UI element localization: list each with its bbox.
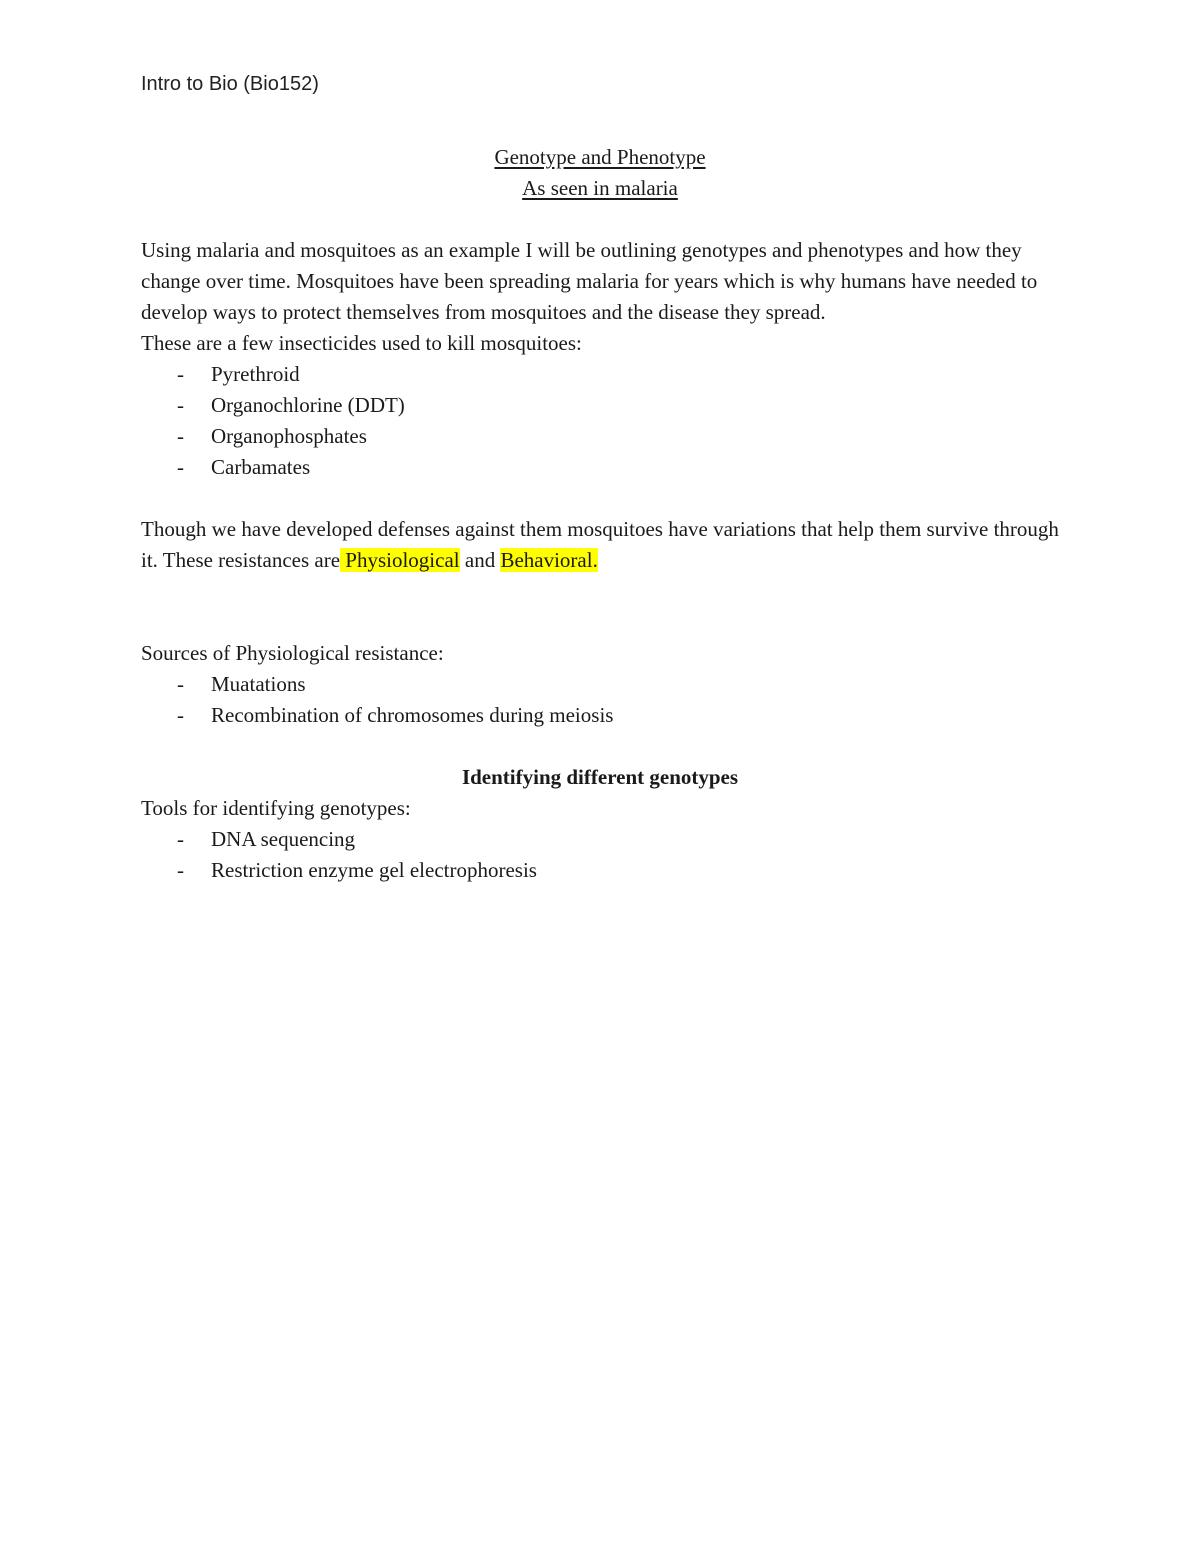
list-item-text: Restriction enzyme gel electrophoresis [211,858,537,882]
list-item [141,700,1071,731]
highlight-physiological: Physiological [340,548,460,572]
insecticides-lead: These are a few insecticides used to kill mosquitoes: [141,331,582,355]
title-line-1: Genotype and Phenotype [494,145,706,169]
list-item-text: Carbamates [211,455,311,479]
blank-line [141,731,1071,762]
list-dash: - [177,362,184,386]
intro-paragraph: Using malaria and mosquitoes as an example I will be outlining genotypes and phenotypes and how they change over time. Mosquitoes have been spreading malaria for years which is why humans have needed to develop ways to protect themselves from mosquitoes and the disease they spread. [141,238,1038,324]
blank-line [141,483,1071,514]
list-item [141,359,1071,390]
list-item [141,824,1071,855]
list-item-text: Pyrethroid [211,362,300,386]
list-item [141,390,1071,421]
blank-line [141,204,1071,235]
resistance-text-middle: and [459,548,501,572]
list-dash: - [177,858,184,882]
insecticides-list [141,359,1071,483]
physiological-sources-list [141,669,1071,731]
physiological-lead: Sources of Physiological resistance: [141,641,444,665]
list-item [141,669,1071,700]
list-dash: - [177,703,184,727]
list-item [141,855,1071,886]
list-dash: - [177,827,184,851]
list-dash: - [177,672,184,696]
blank-line [141,576,1071,607]
list-item [141,452,1071,483]
list-item-text: Organochlorine (DDT) [211,393,405,417]
title-line-2: As seen in malaria [522,176,678,200]
document-body [141,142,1071,886]
resistance-paragraph [141,514,1071,576]
section-heading-genotypes: Identifying different genotypes [461,765,739,789]
genotype-tools-list [141,824,1071,886]
course-header: Intro to Bio (Bio152) [141,73,319,95]
list-item-text: Organophosphates [211,424,367,448]
list-item-text: Muatations [211,672,306,696]
blank-line [141,607,1071,638]
list-item-text: DNA sequencing [211,827,356,851]
resistance-text-before: Though we have developed defenses against them mosquitoes have variations that help them survive through it. These resistances are [141,517,1059,572]
highlight-behavioral: Behavioral. [500,548,598,572]
list-item-text: Recombination of chromosomes during meiosis [211,703,614,727]
list-dash: - [177,455,184,479]
list-item [141,421,1071,452]
list-dash: - [177,424,184,448]
genotypes-lead: Tools for identifying genotypes: [141,796,411,820]
list-dash: - [177,393,184,417]
